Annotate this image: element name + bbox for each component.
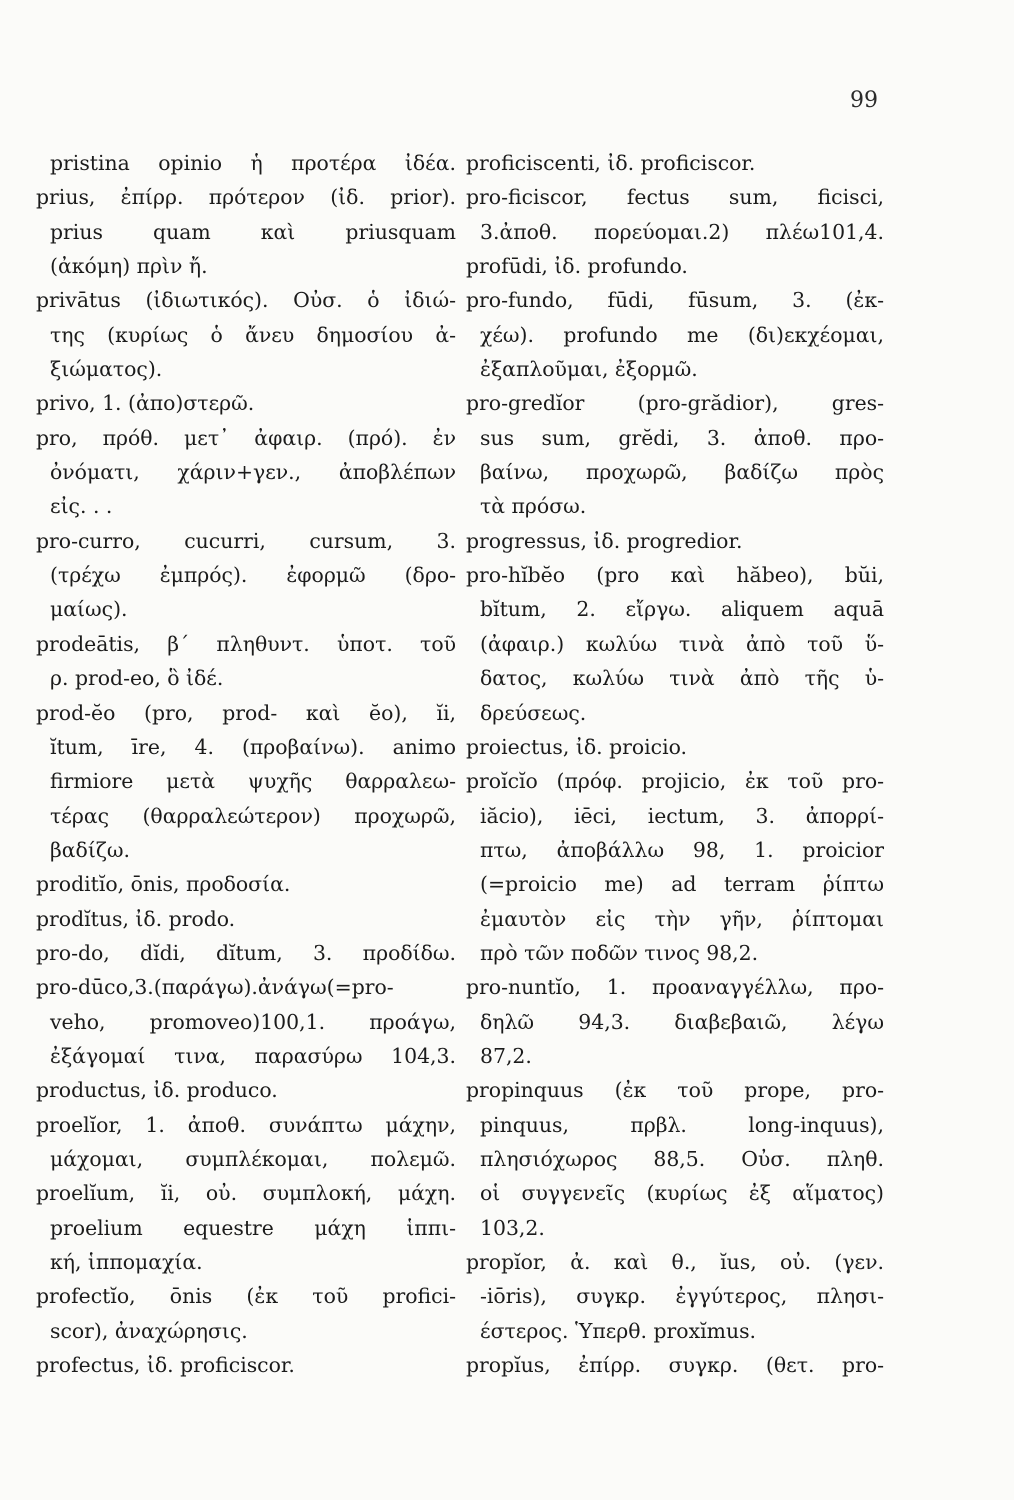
dictionary-line: έστερος. Ὑπερθ. proxĭmus.	[480, 1318, 757, 1343]
dictionary-line: δηλῶ 94,3. διαβεβαιῶ, λέγω	[480, 1009, 884, 1034]
dictionary-line: prius, ἐπίρρ. πρότερον (ἰδ. prior).	[36, 185, 456, 210]
dictionary-line: proĭcĭo (πρόφ. projicio, ἐκ τοῦ pro-	[466, 769, 884, 794]
dictionary-line: εἰς. . .	[50, 494, 113, 519]
dictionary-line: prius quam καὶ priusquam	[50, 219, 456, 244]
dictionary-line: prod-ĕo (pro, prod- καὶ ĕo), ĭi,	[36, 700, 456, 725]
dictionary-line: profectĭo, ōnis (ἐκ τοῦ profici-	[36, 1284, 456, 1309]
dictionary-line: ρ. prod-eo, ὃ ἰδέ.	[50, 666, 224, 691]
dictionary-line: ξιώματος).	[50, 357, 163, 382]
left-column	[36, 146, 456, 1382]
dictionary-line: ἐξαπλοῦμαι, ἐξορμῶ.	[480, 357, 698, 382]
dictionary-line: proficiscenti, ἰδ. proficiscor.	[466, 151, 756, 175]
dictionary-line: propĭus, ἐπίρρ. συγκρ. (θετ. pro-	[466, 1353, 884, 1378]
right-column	[466, 146, 884, 1382]
dictionary-line: 87,2.	[480, 1043, 532, 1068]
dictionary-line: πτω, ἀποβάλλω 98, 1. proicior	[480, 837, 884, 862]
dictionary-line: pro-fundo, fūdi, fūsum, 3. (ἐκ-	[466, 288, 884, 313]
dictionary-line: prodĭtus, ἰδ. prodo.	[36, 906, 236, 931]
dictionary-line: iăcio), iēci, iectum, 3. ἀπορρί-	[480, 803, 884, 828]
dictionary-line: proelĭum, ĭi, οὐ. συμπλοκή, μάχη.	[36, 1181, 456, 1206]
dictionary-line: pristina opinio ἡ προτέρα ἰδέα.	[50, 151, 456, 175]
dictionary-line: pro, πρόθ. μετ᾿ ἀφαιρ. (πρό). ἐν	[36, 425, 456, 450]
dictionary-line: κή, ἱππομαχία.	[50, 1250, 203, 1274]
dictionary-line: ἐξάγομαί τινα, παρασύρω 104,3.	[50, 1043, 456, 1068]
dictionary-line: profectus, ἰδ. proficiscor.	[36, 1353, 295, 1378]
dictionary-line: privo, 1. (ἀπο)στερῶ.	[36, 391, 255, 416]
dictionary-line: ĭtum, īre, 4. (προβαίνω). animo	[50, 734, 456, 759]
dictionary-line: τὰ πρόσω.	[480, 494, 587, 519]
dictionary-line: τέρας (θαρραλεώτερον) προχωρῶ,	[50, 803, 456, 828]
dictionary-line: pro-dūco,3.(παράγω).ἀνάγω(=pro-	[36, 975, 394, 1000]
dictionary-line: pro-hĭbĕo (pro καὶ hăbeo), bŭi,	[466, 563, 884, 588]
dictionary-line: (=proicio me) ad terram ῥίπτω	[480, 872, 884, 897]
dictionary-line: βαίνω, προχωρῶ, βαδίζω πρὸς	[480, 460, 884, 485]
dictionary-line: 103,2.	[480, 1215, 545, 1240]
dictionary-line: 3.ἀποθ. πορεύομαι.2) πλέω101,4.	[480, 219, 884, 244]
dictionary-line: veho, promoveo)100,1. προάγω,	[50, 1009, 456, 1034]
dictionary-line: prodeātis, β΄ πληθυντ. ὑποτ. τοῦ	[36, 631, 456, 656]
dictionary-line: firmiore μετὰ ψυχῆς θαρραλεω-	[50, 769, 456, 794]
dictionary-line: sus sum, grĕdi, 3. ἀποθ. προ-	[480, 425, 884, 450]
dictionary-line: propĭor, ἀ. καὶ θ., ĭus, οὐ. (γεν.	[466, 1250, 884, 1274]
dictionary-line: δατος, κωλύω τινὰ ἀπὸ τῆς ὑ-	[480, 666, 884, 691]
dictionary-line: χέω). profundo me (δι)εκχέομαι,	[480, 322, 884, 347]
page-number: 99	[850, 88, 878, 113]
dictionary-line: privātus (ἰδιωτικός). Οὐσ. ὁ ἰδιώ-	[36, 288, 456, 313]
dictionary-line: proditĭo, ōnis, προδοσία.	[36, 872, 291, 897]
dictionary-line: μαίως).	[50, 597, 128, 622]
dictionary-line: ἐμαυτὸν εἰς τὴν γῆν, ῥίπτομαι	[480, 906, 884, 931]
dictionary-line: proelĭor, 1. ἀποθ. συνάπτω μάχην,	[36, 1112, 456, 1137]
dictionary-line: productus, ἰδ. produco.	[36, 1078, 278, 1103]
dictionary-line: (ἀφαιρ.) κωλύω τινὰ ἀπὸ τοῦ ὕ-	[480, 631, 884, 656]
dictionary-line: pinquus, πρβλ. long-inquus),	[480, 1112, 884, 1137]
dictionary-line: της (κυρίως ὁ ἄνευ δημοσίου ἀ-	[50, 322, 456, 347]
dictionary-line: οἱ συγγενεῖς (κυρίως ἐξ αἵματος)	[480, 1181, 884, 1206]
dictionary-line: (τρέχω ἐμπρός). ἐφορμῶ (δρο-	[50, 563, 456, 588]
dictionary-line: scor), ἀναχώρησις.	[50, 1318, 248, 1343]
dictionary-line: bĭtum, 2. εἴργω. aliquem aquā	[480, 597, 884, 622]
dictionary-line: proiectus, ἰδ. proicio.	[466, 734, 688, 759]
dictionary-line: βαδίζω.	[50, 837, 130, 862]
dictionary-line: pro-do, dĭdi, dĭtum, 3. προδίδω.	[36, 940, 456, 965]
dictionary-line: pro-gredĭor (pro-grădior), gres-	[466, 391, 884, 416]
dictionary-line: propinquus (ἐκ τοῦ prope, pro-	[466, 1078, 884, 1103]
dictionary-line: ὀνόματι, χάριν+γεν., ἀποβλέπων	[50, 460, 456, 485]
dictionary-line: pro-nuntĭo, 1. προαναγγέλλω, προ-	[466, 975, 884, 1000]
dictionary-line: progressus, ἰδ. progredior.	[466, 528, 743, 553]
dictionary-line: πρὸ τῶν ποδῶν τινος 98,2.	[480, 940, 759, 965]
dictionary-line: (ἀκόμη) πρὶν ἤ.	[50, 254, 208, 279]
dictionary-line: pro-curro, cucurri, cursum, 3.	[36, 528, 456, 553]
dictionary-line: -iōris), συγκρ. ἐγγύτερος, πλησι-	[480, 1284, 884, 1309]
dictionary-line: δρεύσεως.	[480, 700, 587, 725]
dictionary-line: proelium equestre μάχη ἱππι-	[50, 1215, 456, 1240]
dictionary-line: profūdi, ἰδ. profundo.	[466, 254, 688, 279]
dictionary-line: pro-ficiscor, fectus sum, ficisci,	[466, 185, 884, 210]
dictionary-line: μάχομαι, συμπλέκομαι, πολεμῶ.	[50, 1146, 456, 1171]
dictionary-line: πλησιόχωρος 88,5. Οὐσ. πληθ.	[480, 1146, 884, 1171]
